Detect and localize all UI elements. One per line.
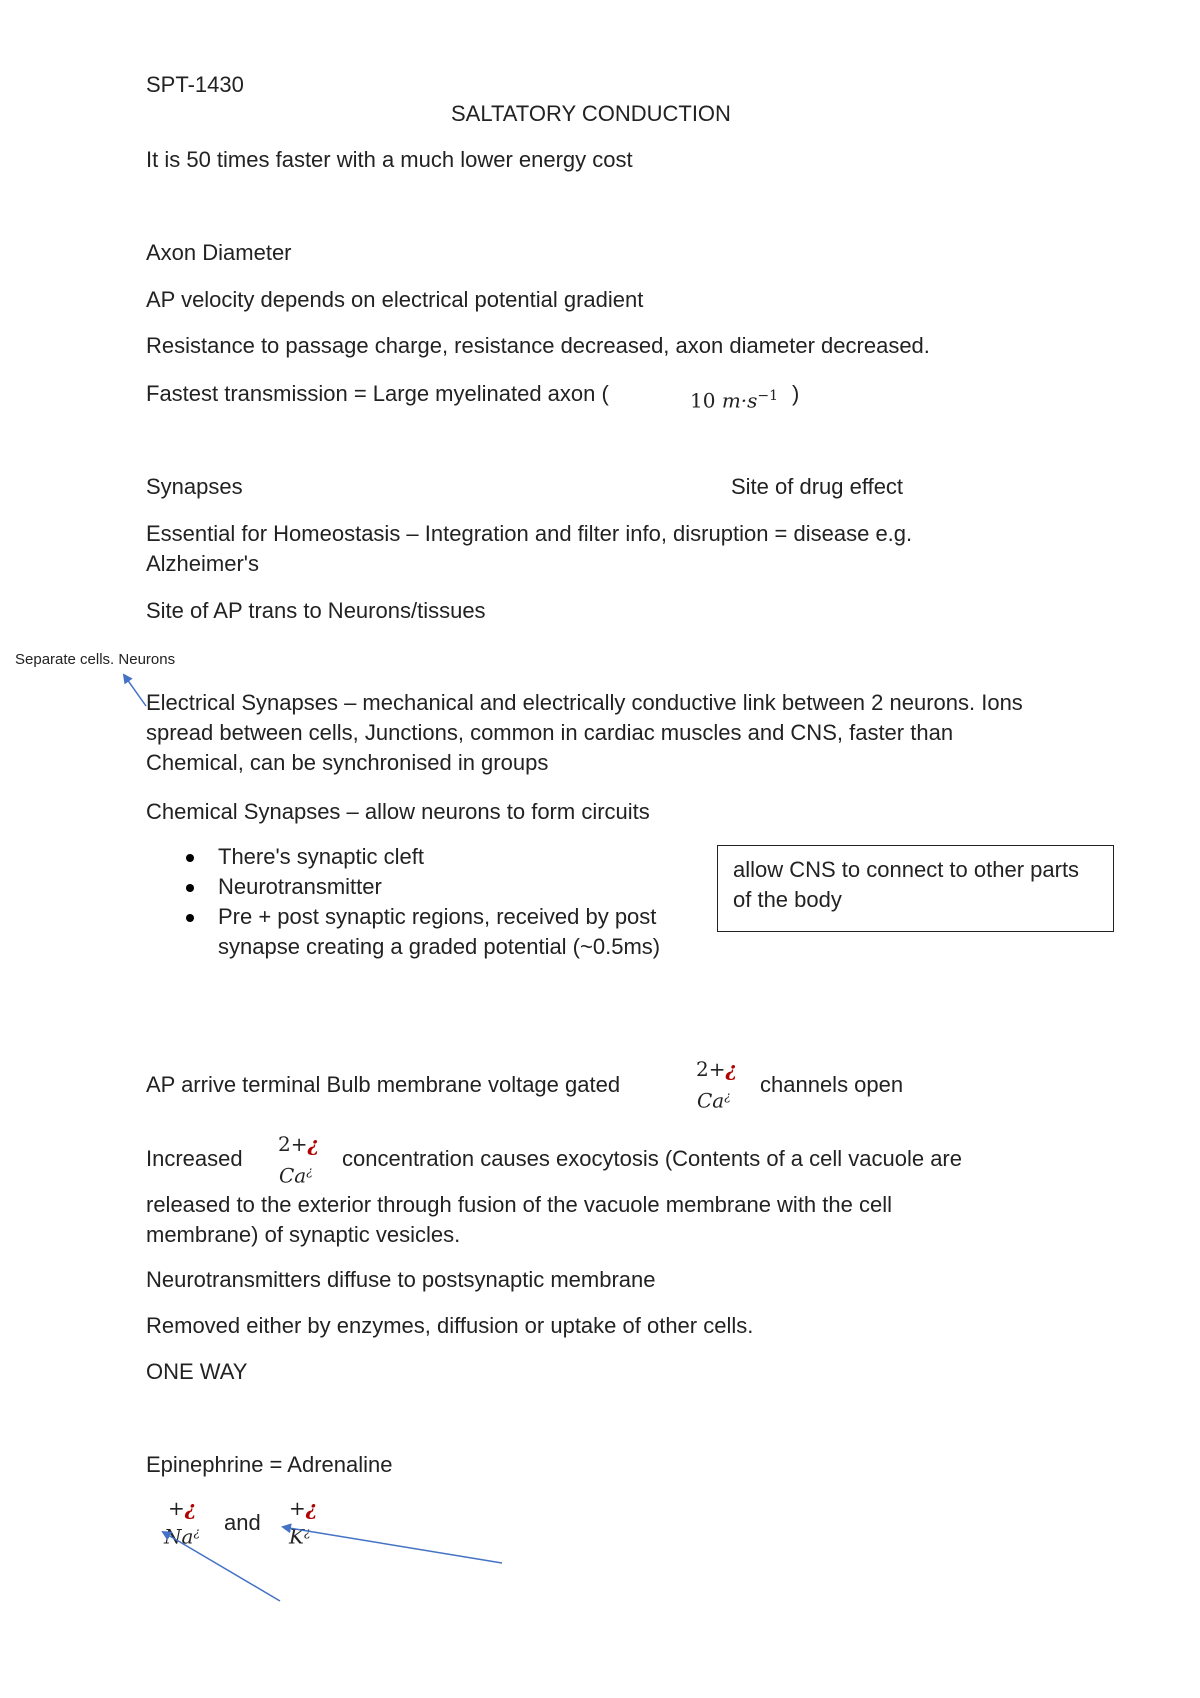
exocytosis-continued: released to the exterior through fusion of the vacuole membrane with the cell membrane) of synaptic vesicles. [146,1192,892,1247]
list-item: Pre + post synaptic regions, received by post synapse creating a graded potential (~0.5ms) [146,902,686,962]
formula-units: m·s [721,388,758,413]
ap-arrive-text: AP arrive terminal Bulb membrane voltage gated [146,1072,621,1097]
axon-diameter-heading: Axon Diameter [146,240,292,265]
list-item: There's synaptic cleft [146,842,686,872]
fastest-transmission-text: Fastest transmission = Large myelinated axon ( [146,381,609,406]
ca-glyph-2: ¿ [307,1132,320,1156]
ca-symbol-2-text: Ca [279,1163,307,1188]
chemical-synapses-text: Chemical Synapses – allow neurons to form circuits [146,799,650,824]
annotation-box-text: allow CNS to connect to other parts of the body [733,857,1080,912]
ca-charge-1-text: 2+ [696,1057,726,1081]
formula-value: 10 [690,388,716,413]
margin-note-arrow [124,675,146,706]
k-symbol-text: K [289,1524,304,1549]
epinephrine-text: Epinephrine = Adrenaline [146,1452,393,1477]
na-glyph-small: ¿ [193,1525,200,1539]
fastest-close-paren: ) [792,381,800,406]
synapses-heading: Synapses [146,474,243,499]
one-way-text: ONE WAY [146,1359,248,1384]
formula-exponent: −1 [757,388,779,404]
electrical-synapses-text: Electrical Synapses – mechanical and electrically conductive link between 2 neurons. Ions spread between cells, Junctions, common in cardiac muscles and CNS, faster than Chemical, can be synchronised in groups [146,690,1023,775]
exocytosis-text: concentration causes exocytosis (Contents of a cell vacuole are [342,1146,962,1171]
ap-velocity-text: AP velocity depends on electrical potential gradient [146,287,644,312]
increased-text: Increased [146,1146,243,1171]
document-title: SALTATORY CONDUCTION [451,101,731,126]
site-of-ap-text: Site of AP trans to Neurons/tissues [146,598,486,623]
ca-charge-2-text: 2+ [278,1132,308,1156]
list-item: Neurotransmitter [146,872,686,902]
intro-text: It is 50 times faster with a much lower energy cost [146,147,633,172]
site-of-drug-effect: Site of drug effect [731,474,904,499]
removed-text: Removed either by enzymes, diffusion or uptake of other cells. [146,1313,754,1338]
na-glyph: ¿ [184,1496,197,1520]
course-code: SPT-1430 [146,72,244,97]
na-charge-text: + [168,1496,185,1520]
k-arrow [283,1524,502,1563]
and-text: and [224,1510,261,1535]
na-symbol-text: Na [164,1524,194,1549]
ca-glyph-small-2: ¿ [306,1164,313,1178]
ca-symbol-1-text: Ca [697,1088,725,1113]
margin-note: Separate cells. Neurons [15,651,176,668]
k-glyph-small: ¿ [303,1525,311,1539]
na-arrow [163,1532,280,1601]
k-glyph: ¿ [305,1496,318,1520]
ca-glyph-small-1: ¿ [724,1089,731,1103]
resistance-text: Resistance to passage charge, resistance decreased, axon diameter decreased. [146,333,930,358]
diffuse-text: Neurotransmitters diffuse to postsynaptic membrane [146,1267,656,1292]
ca-glyph-1: ¿ [725,1057,738,1081]
channels-open-text: channels open [760,1072,904,1097]
essential-text: Essential for Homeostasis – Integration and filter info, disruption = disease e.g. Alzheimer's [146,521,913,576]
k-charge-text: + [289,1496,306,1520]
